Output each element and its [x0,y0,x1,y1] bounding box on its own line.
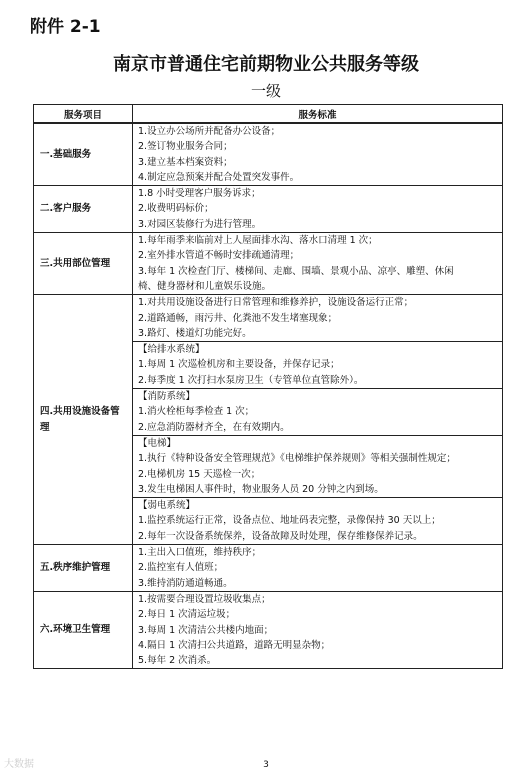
service-item-cell: 二.客户服务 [34,186,133,233]
standard-line: 3.维持消防通道畅通。 [138,577,233,589]
standard-line: 3.路灯、楼道灯功能完好。 [138,327,252,339]
standard-line: 1.主出入口值班，维持秩序； [138,547,262,559]
standard-group [133,341,502,388]
standard-line: 2.电梯机房 15 天巡检一次； [138,468,261,480]
standard-line: 4.制定应急预案并配合处置突发事件。 [138,171,300,183]
service-standard-cell [133,233,503,295]
standard-line: 1.监控系统运行正常，设备点位、地址码表完整，录像保持 30 天以上； [138,515,441,527]
standard-line: 3.建立基本档案资料； [138,156,233,168]
standard-line: 3.每周 1 次清洁公共楼内地面； [138,624,274,636]
service-standard-cell [133,545,503,592]
service-item-cell: 六.环境卫生管理 [34,591,133,668]
standard-line: 1.每周 1 次巡检机房和主要设备，并保存记录； [138,359,340,371]
standard-line: 2.道路通畅，雨污井、化粪池不发生堵塞现象； [138,312,338,324]
standard-line: 【弱电系统】 [138,500,196,512]
standard-line: 1.8 小时受理客户服务诉求； [138,188,261,200]
document-title: 南京市普通住宅前期物业公共服务等级 [113,54,419,75]
service-item-cell: 三.共用部位管理 [34,233,133,295]
page-number: 3 [263,760,269,770]
column-header-item: 服务项目 [34,105,133,124]
standard-line: 4.隔日 1 次清扫公共道路，道路无明显杂物； [138,639,331,651]
service-standard-cell [133,295,503,545]
table-row [34,591,503,668]
standard-line: 5.每年 2 次消杀。 [138,655,217,667]
standard-group [133,497,502,544]
standard-line: 3.对园区装修行为进行管理。 [138,218,262,230]
standard-group [133,295,502,341]
standard-line: 2.每年一次设备系统保养，设备故障及时处理，保存维修保养记录。 [138,530,423,542]
standard-line: 2.每日 1 次清运垃圾； [138,609,236,621]
standard-line: 2.签订物业服务合同； [138,141,233,153]
standard-group [133,388,502,435]
standard-line: 椅、健身器材和儿童娱乐设施。 [138,280,272,292]
standard-line: 【电梯】 [138,437,177,449]
standard-line: 3.每年 1 次检查门厅、楼梯间、走廊、围墙、景观小品、凉亭、雕塑、休闲 [138,265,454,277]
service-item-cell: 五.秩序维护管理 [34,545,133,592]
standard-line: 2.监控室有人值班； [138,562,224,574]
table-header-row [34,105,503,124]
service-standard-cell [133,591,503,668]
service-item-cell: 一.基础服务 [34,123,133,186]
standard-group [133,545,502,591]
table-row [34,123,503,186]
service-level: 一级 [250,82,281,100]
standard-line: 1.设立办公场所并配备办公设备； [138,126,281,137]
standard-line: 1.按需要合理设置垃圾收集点； [138,593,271,605]
service-standard-table [33,104,503,669]
standard-line: 2.室外排水管道不畅时安排疏通清理； [138,250,300,262]
standard-line: 2.收费明码标价； [138,203,214,215]
service-standard-cell [133,186,503,233]
table-body [34,123,503,669]
standard-line: 2.应急消防器材齐全，在有效期内。 [138,421,290,433]
standard-line: 【给排水系统】 [138,344,205,356]
standard-line: 1.执行《特种设备安全管理规范》《电梯维护保养规则》等相关强制性规定； [138,453,456,465]
table-row [34,545,503,592]
standard-line: 3.发生电梯困人事件时，物业服务人员 20 分钟之内到场。 [138,483,384,495]
standard-group [133,186,502,232]
standard-line: 1.对共用设施设备进行日常管理和维修养护，设施设备运行正常； [138,297,414,309]
standard-group [133,124,502,185]
service-item-cell: 四.共用设施设备管理 [34,295,133,545]
standard-line: 1.每年雨季来临前对上人屋面排水沟、落水口清理 1 次； [138,235,378,247]
standard-group [133,233,502,294]
standard-group [133,592,502,668]
table-row [34,295,503,545]
standard-group [133,435,502,497]
watermark: 大数据 [4,759,34,770]
standard-line: 2.每季度 1 次打扫水泵房卫生（专管单位直管除外）。 [138,374,364,386]
standard-line: 【消防系统】 [138,391,196,403]
standard-line: 1.消火栓柜每季检查 1 次； [138,406,255,418]
table-row [34,186,503,233]
column-header-standard: 服务标准 [133,105,503,124]
table-row [34,233,503,295]
service-standard-cell [133,123,503,186]
attachment-label: 附件 2-1 [30,17,101,37]
